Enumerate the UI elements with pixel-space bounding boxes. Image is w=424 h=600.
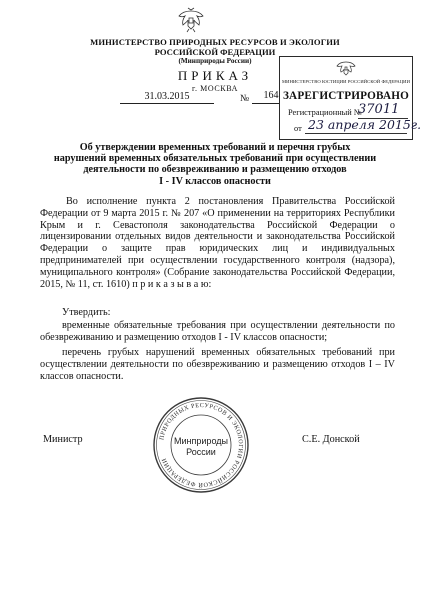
seal-center-text: Минприроды: [174, 436, 228, 446]
stamp-date-label: от: [294, 124, 302, 133]
coat-of-arms-icon: [176, 6, 206, 34]
approved-item-requirements: временные обязательные требования при осуществлении деятельности по обезвреживанию и размещению отходов I - IV классов опасности;: [40, 320, 395, 343]
stamp-organization: МИНИСТЕРСТВО ЮСТИЦИИ РОССИЙСКОЙ ФЕДЕРАЦИИ: [282, 79, 410, 84]
stamp-date: 23 апреля 2015г.: [308, 117, 422, 132]
title-line: деятельности по обезвреживанию и размещению отходов: [83, 164, 347, 176]
signer-position: Министр: [43, 434, 83, 445]
title-line: нарушений временных обязательных требований при осуществлении: [53, 153, 377, 165]
stamp-coat-of-arms-icon: [335, 59, 357, 77]
ministry-seal: [151, 395, 251, 495]
seal-outer-text: ПРИРОДНЫХ РЕСУРСОВ И ЭКОЛОГИИ РОССИЙСКОЙ ФЕДЕРАЦИИ: [158, 401, 245, 489]
stamp-date-underline: [305, 133, 407, 134]
document-number: 164: [263, 90, 279, 101]
number-sign: №: [240, 94, 250, 104]
stamp-registered-label: ЗАРЕГИСТРИРОВАНО: [282, 90, 410, 102]
document-city: г. МОСКВА: [191, 84, 239, 93]
ministry-name: МИНИСТЕРСТВО ПРИРОДНЫХ РЕСУРСОВ И ЭКОЛОГИИ: [90, 37, 340, 47]
ministry-short-name: (Минприроды России): [178, 57, 252, 65]
document-date: 31.03.2015: [144, 91, 190, 102]
title-line: Об утверждении временных требований и перечня грубых: [79, 142, 351, 153]
signer-name: С.Е. Донской: [302, 434, 360, 445]
stamp-reg-number-label: Регистрационный №: [288, 108, 362, 117]
stamp-reg-number: 37011: [358, 102, 400, 117]
seal-center-text-2: России: [186, 447, 216, 457]
document-type: ПРИКАЗ: [177, 68, 253, 83]
approved-item-violations: перечень грубых нарушений временных обязательных требований при осуществлении деятельности по обезвреживанию и размещению отходов I – IV классов опасности.: [40, 347, 395, 382]
document-title: [40, 142, 390, 187]
preamble-paragraph: Во исполнение пункта 2 постановления Правительства Российской Федерации от 9 марта 2015 г. № 207 «О применении на территориях Республики Крым и г. Севастополя законодательства Российской Федерации о лицензировании отдельных видов деятельности и законодательства Российской Федерации о защите прав юридических лиц и индивидуальных предпринимателей при осуществлении государственного контроля (надзора), муниципального контроля» (Собрание законодательства Российской Федерации, 2015, № 11, ст. 1610) п р и к а з ы в а ю:: [40, 196, 395, 290]
title-line: I - IV классов опасности: [159, 175, 271, 187]
date-underline: [120, 103, 214, 104]
ministry-country: РОССИЙСКОЙ ФЕДЕРАЦИИ: [154, 47, 276, 57]
approve-heading: Утвердить:: [62, 307, 111, 318]
